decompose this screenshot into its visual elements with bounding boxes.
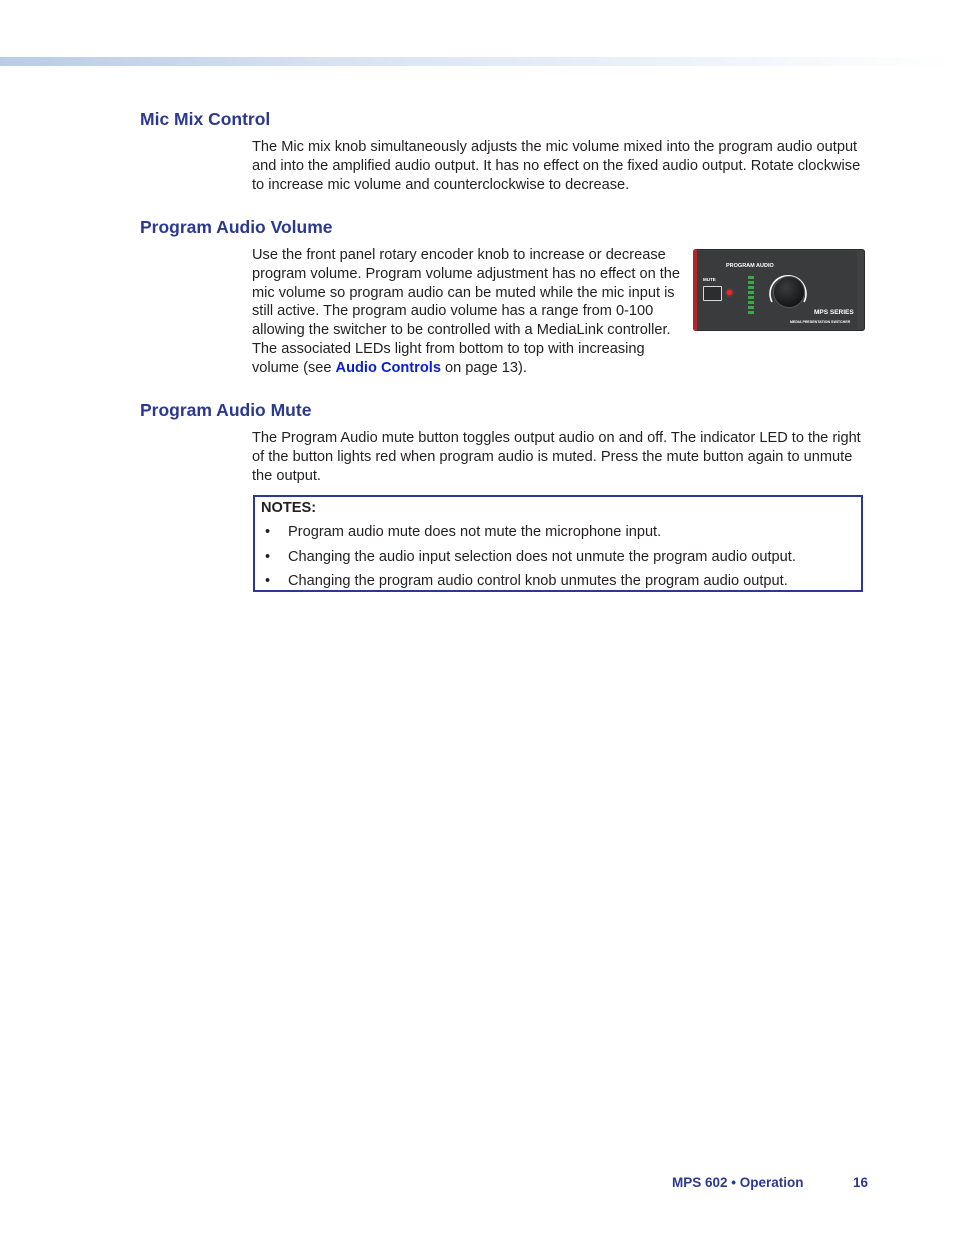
volume-led (748, 301, 754, 304)
footer-doc-title: MPS 602 • Operation (672, 1175, 804, 1190)
note-item (265, 549, 796, 565)
paragraph-mic-mix: The Mic mix knob simultaneously adjusts the mic volume mixed into the program audio output and into the amplified audio output. It has no effect on the fixed audio output. Rotate clockwise to increase mic volume and counterclockwise to decrease. (252, 139, 861, 193)
paragraph-text: Use the front panel rotary encoder knob to increase or decrease program volume. Program volume adjustment has no effect on the mic volume so program audio can be muted while the mic input is still active. The program audio volume has a range from 0-100 allowing the switcher to be controlled with a MediaLink controller. The associated LEDs light from bottom to top with increasing volume (see (252, 247, 681, 376)
media-presentation-switcher-label: MEDIA PRESENTATION SWITCHER (790, 320, 851, 324)
note-text: Changing the audio input selection does not unmute the program audio output. (288, 549, 796, 565)
notes-box (253, 495, 863, 592)
mute-label: MUTE (703, 277, 716, 282)
paragraph-program-volume (252, 246, 688, 378)
mute-led-indicator (727, 290, 732, 295)
volume-led (748, 286, 754, 289)
footer-page-number: 16 (853, 1175, 869, 1190)
audio-controls-link[interactable]: Audio Controls (335, 359, 441, 376)
volume-led (748, 281, 754, 284)
volume-led (748, 296, 754, 299)
volume-knob-image (773, 276, 805, 308)
program-audio-label: PROGRAM AUDIO (726, 263, 774, 269)
note-item (265, 524, 662, 540)
note-text: Changing the program audio control knob unmutes the program audio output. (288, 573, 788, 589)
bullet: • (265, 549, 271, 565)
volume-led-column (748, 276, 754, 316)
paragraph-program-mute: The Program Audio mute button toggles output audio on and off. The indicator LED to the right of the button lights red when program audio is muted. Press the mute button again to unmute the output. (252, 430, 861, 484)
note-item (265, 573, 788, 589)
notes-title: NOTES: (261, 500, 317, 516)
paragraph-text-end: on page 13). (440, 359, 527, 376)
section-heading-program-mute: Program Audio Mute (140, 400, 312, 420)
volume-led (748, 306, 754, 309)
header-gradient-bar (0, 57, 954, 66)
bullet: • (265, 573, 271, 589)
note-text: Program audio mute does not mute the microphone input. (288, 524, 662, 540)
bullet: • (265, 524, 271, 540)
mps-series-label: MPS SERIES (814, 309, 854, 316)
volume-led (748, 311, 754, 314)
volume-led (748, 276, 754, 279)
volume-led (748, 291, 754, 294)
mute-button-image (703, 286, 722, 301)
section-heading-mic-mix: Mic Mix Control (140, 109, 271, 129)
section-heading-program-volume: Program Audio Volume (140, 217, 333, 237)
